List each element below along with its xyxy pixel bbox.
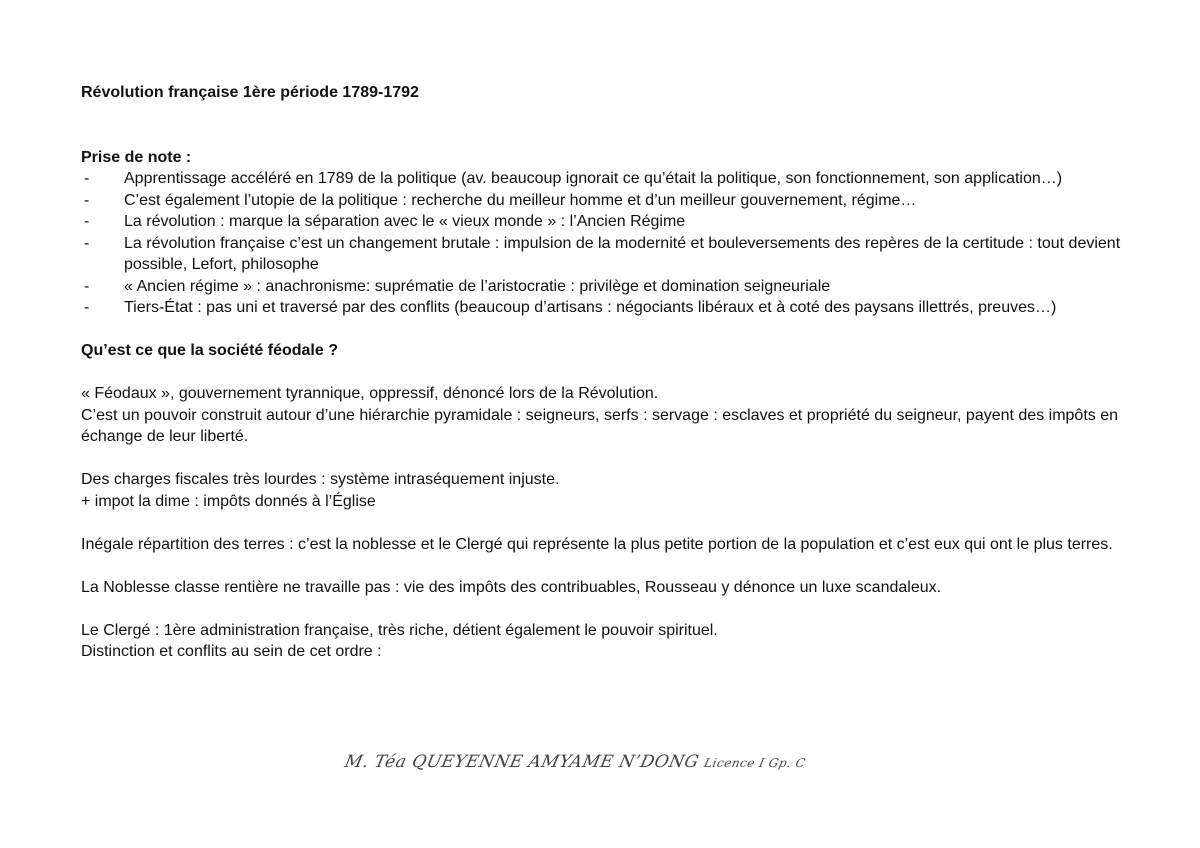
note-item: - C’est également l’utopie de la politique : recherche du meilleur homme et d’un meilleur gouvernement, régime… bbox=[81, 190, 1126, 212]
bullet-dash: - bbox=[84, 234, 90, 252]
document-title: Révolution française 1ère période 1789-1792 bbox=[81, 84, 419, 101]
paragraph-line: C’est un pouvoir construit autour d’une hiérarchie pyramidale : seigneurs, serfs : servage : esclaves et propriété du seigneur, payent des impôts en échange de leur liberté. bbox=[81, 406, 1119, 445]
bullet-dash: - bbox=[84, 213, 90, 230]
bullet-dash: - bbox=[84, 299, 90, 316]
paragraph-block bbox=[81, 534, 1126, 556]
paragraph-block bbox=[81, 577, 1126, 599]
signature-suffix: Licence I Gp. C bbox=[702, 756, 807, 770]
note-item: - Tiers-État : pas uni et traversé par des conflits (beaucoup d’artisans : négociants libéraux et à coté des paysans illettrés, preuves…) bbox=[81, 297, 1126, 319]
author-signature bbox=[343, 752, 808, 772]
paragraph-block bbox=[81, 620, 1126, 663]
paragraph-block bbox=[81, 469, 1126, 512]
note-item: - La révolution française c’est un changement brutale : impulsion de la modernité et bouleversements des repères de la certitude : tout devient possible, Lefort, philosophe bbox=[84, 234, 1121, 273]
paragraph-block bbox=[81, 383, 1126, 448]
paragraph-line: Inégale répartition des terres : c’est la noblesse et le Clergé qui représente la plus petite portion de la population et c’est eux qui ont le plus terres. bbox=[81, 535, 1113, 553]
paragraph-line: Des charges fiscales très lourdes : système intraséquement injuste. bbox=[81, 471, 560, 488]
note-item: - Apprentissage accéléré en 1789 de la politique (av. beaucoup ignorait ce qu’était la politique, son fonctionnement, son application…) bbox=[81, 168, 1126, 190]
bullet-dash: - bbox=[84, 277, 90, 295]
document-content bbox=[81, 82, 1126, 663]
notes-list bbox=[81, 168, 1126, 319]
paragraph-line: + impot la dime : impôts donnés à l’Église bbox=[81, 492, 376, 510]
signature-name: M. Téa QUEYENNE AMYAME N’DONG bbox=[342, 752, 701, 772]
note-item: - « Ancien régime » : anachronisme: suprématie de l’aristocratie : privilège et domination seigneuriale bbox=[81, 276, 1126, 298]
paragraph-line: La Noblesse classe rentière ne travaille pas : vie des impôts des contribuables, Rousseau y dénonce un luxe scandaleux. bbox=[81, 578, 942, 596]
paragraph-line: Le Clergé : 1ère administration française, très riche, détient également le pouvoir spirituel. bbox=[81, 621, 718, 639]
section-heading: Qu’est ce que la société féodale ? bbox=[81, 342, 338, 359]
paragraph-line: « Féodaux », gouvernement tyrannique, oppressif, dénoncé lors de la Révolution. bbox=[81, 385, 659, 402]
bullet-dash: - bbox=[84, 191, 90, 209]
note-item: - La révolution : marque la séparation avec le « vieux monde » : l’Ancien Régime bbox=[81, 211, 1126, 233]
bullet-dash: - bbox=[84, 170, 90, 187]
paragraph-line: Distinction et conflits au sein de cet ordre : bbox=[81, 643, 382, 660]
notes-heading: Prise de note : bbox=[81, 148, 192, 166]
